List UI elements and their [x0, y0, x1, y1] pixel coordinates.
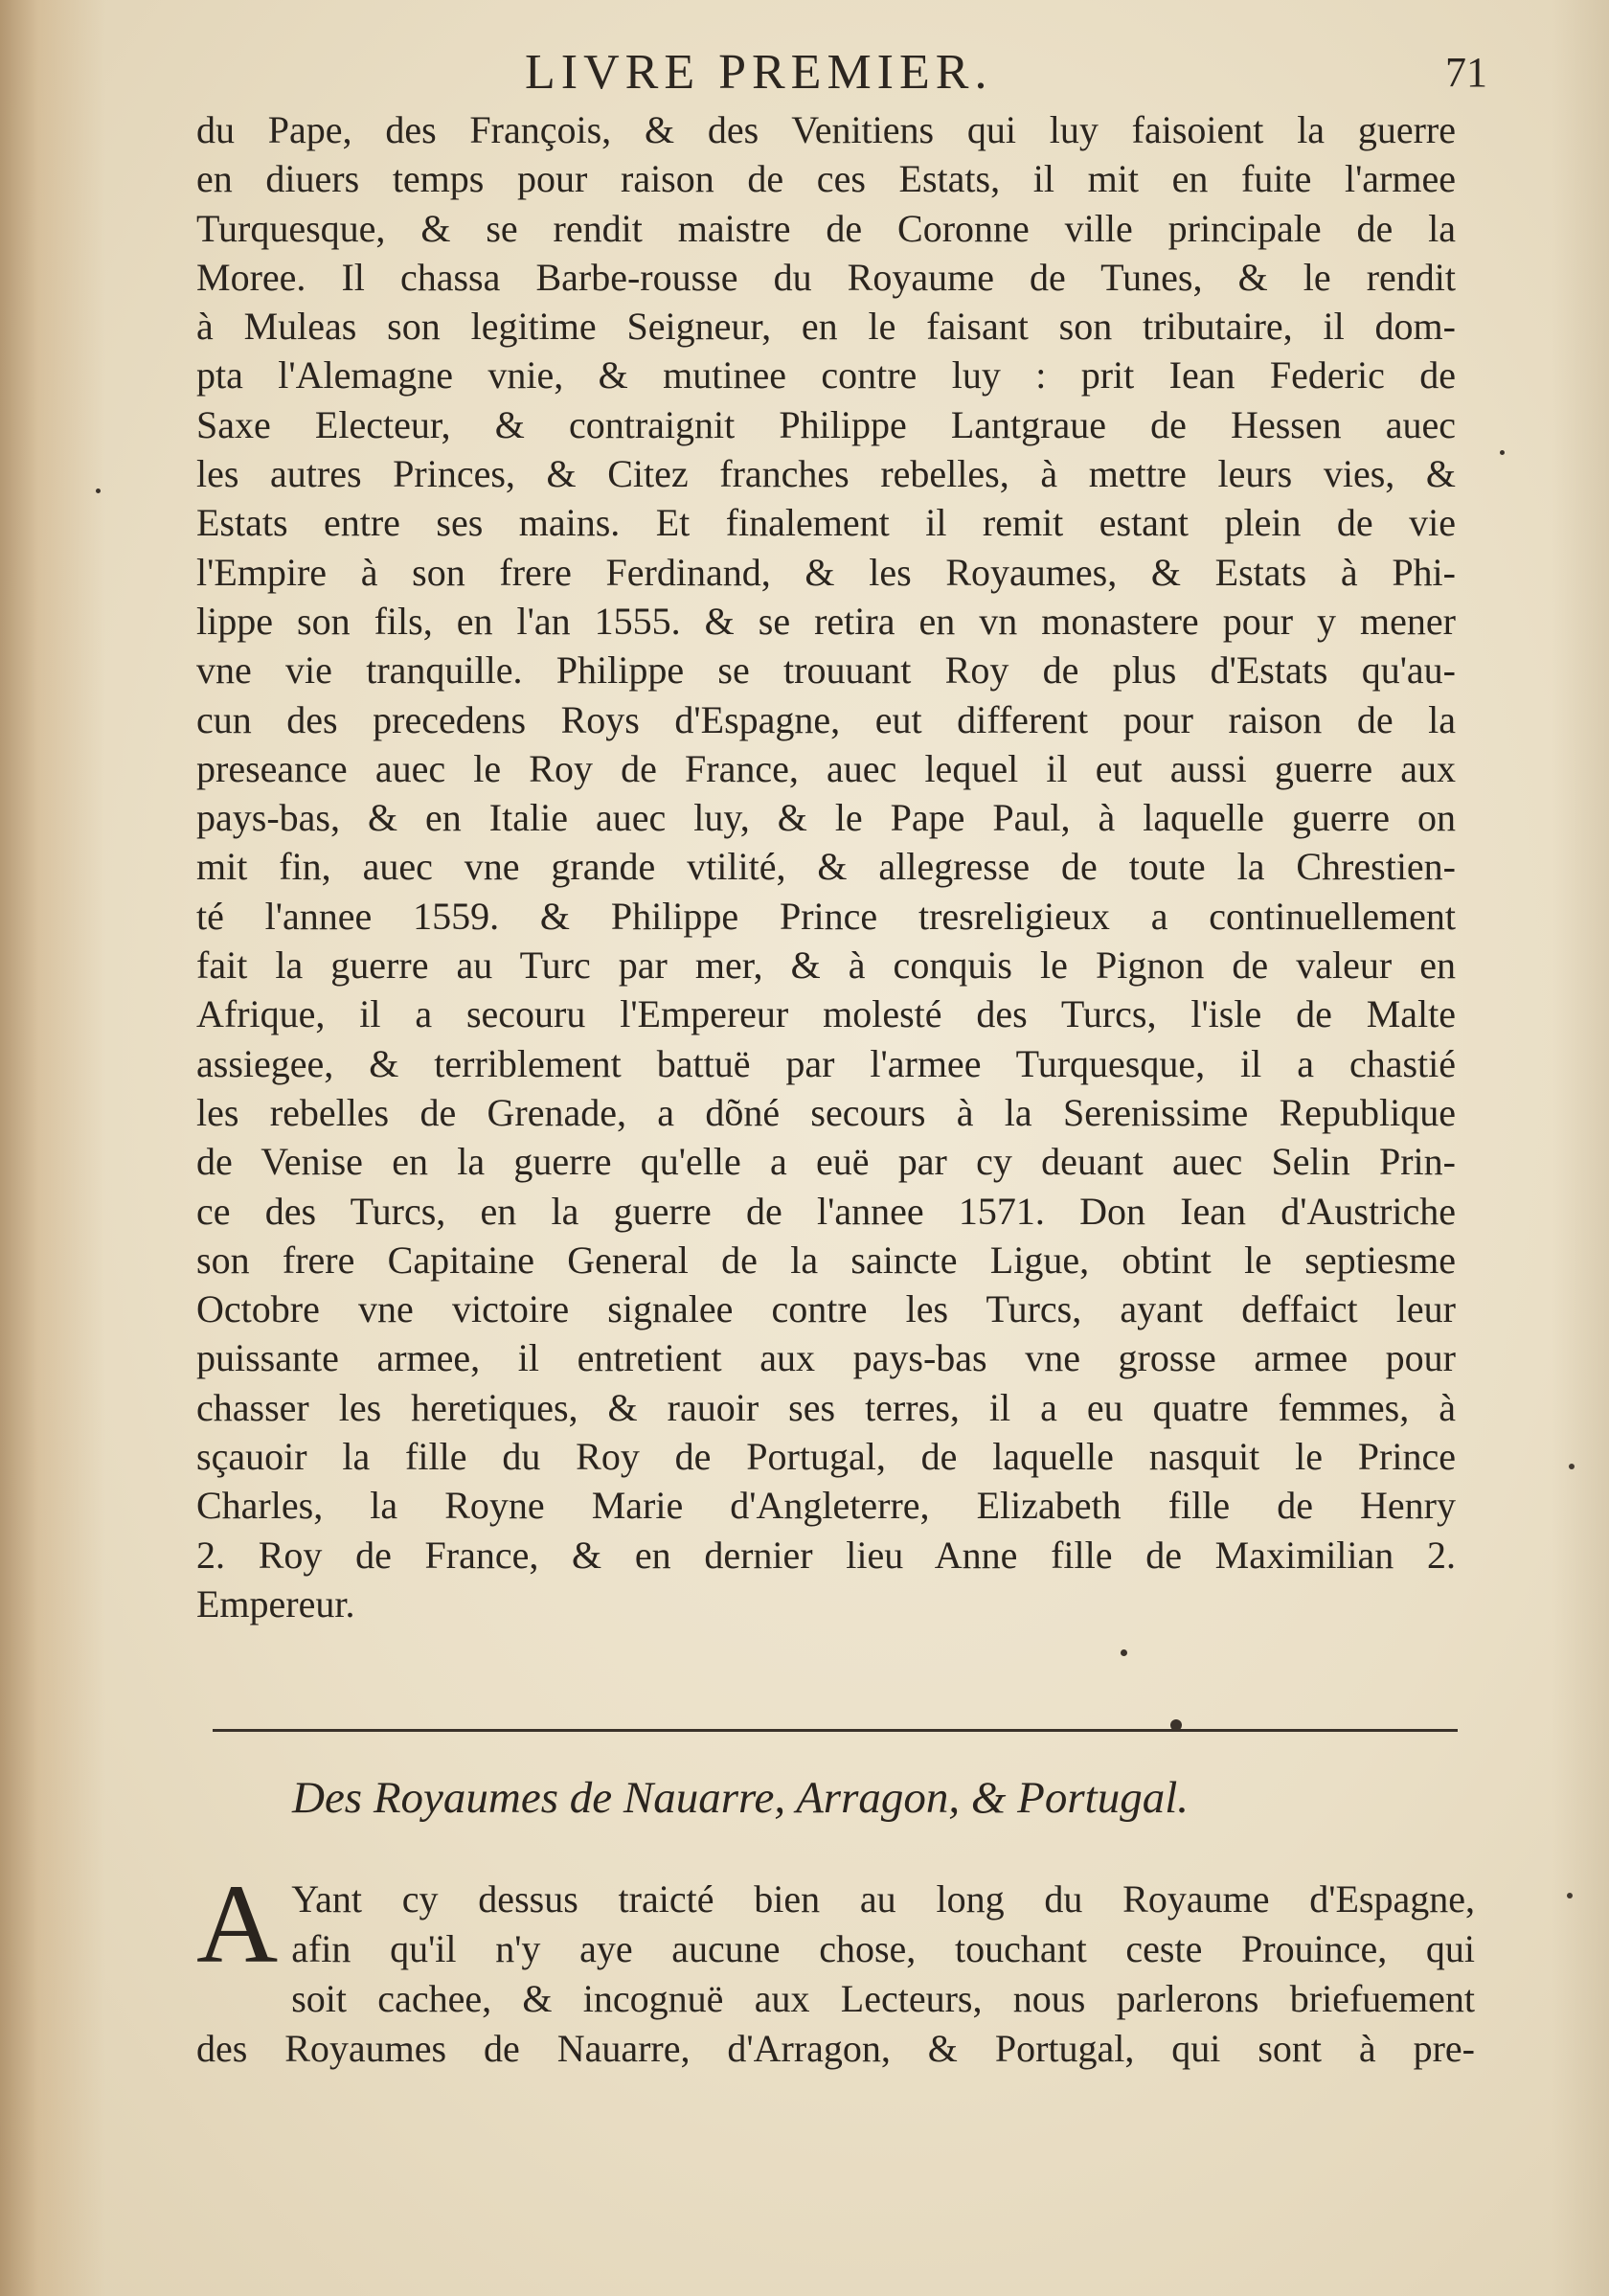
- text-line: Afrique, il a secouru l'Empereur molesté des Turcs, l'isle de Malte: [196, 992, 1456, 1036]
- text-line: Saxe Electeur, & contraignit Philippe Lantgraue de Hessen auec: [196, 402, 1456, 446]
- text-line: son frere Capitaine General de la saincte Ligue, obtint le septiesme: [196, 1238, 1456, 1282]
- text-line: puissante armee, il entretient aux pays-bas vne grosse armee pour: [196, 1336, 1456, 1380]
- text-line: 2. Roy de France, & en dernier lieu Anne fille de Maximilian 2.: [196, 1533, 1456, 1577]
- text-line: cun des precedens Roys d'Espagne, eut different pour raison de la: [196, 697, 1456, 741]
- running-title: LIVRE PREMIER.: [525, 45, 993, 100]
- section-text-line: Yant cy dessus traicté bien au long du Royaume d'Espagne,: [291, 1877, 1475, 1921]
- text-line: preseance auec le Roy de France, auec lequel il eut aussi guerre aux: [196, 746, 1456, 790]
- section-text-line: des Royaumes de Nauarre, d'Arragon, & Portugal, qui sont à pre-: [196, 2027, 1475, 2070]
- text-line: Charles, la Royne Marie d'Angleterre, Elizabeth fille de Henry: [196, 1484, 1456, 1528]
- section-lines: [196, 1861, 1475, 2074]
- section-divider: [213, 1729, 1458, 1732]
- section-text-block: [196, 1861, 1475, 2074]
- text-line: pta l'Alemagne vnie, & mutinee contre luy : prit Iean Federic de: [196, 353, 1456, 398]
- text-line: té l'annee 1559. & Philippe Prince tresreligieux a continuellement: [196, 894, 1456, 938]
- text-line: vne vie tranquille. Philippe se trouuant Roy de plus d'Estats qu'au-: [196, 648, 1456, 693]
- text-line: en diuers temps pour raison de ces Estats, il mit en fuite l'armee: [196, 157, 1456, 201]
- ink-speck: [1500, 450, 1505, 455]
- text-line: Moree. Il chassa Barbe-rousse du Royaume de Tunes, & le rendit: [196, 255, 1456, 299]
- text-line: mit fin, auec vne grande vtilité, & allegresse de toute la Chrestien-: [196, 845, 1456, 889]
- main-text-block: [196, 105, 1456, 1628]
- text-line: les rebelles de Grenade, a dõné secours à la Serenissime Republique: [196, 1090, 1456, 1134]
- section-text-line: afin qu'il n'y aye aucune chose, touchant ceste Prouince, qui: [291, 1927, 1475, 1970]
- text-line: assiegee, & terriblement battuë par l'armee Turquesque, il a chastié: [196, 1041, 1456, 1085]
- text-line: chasser les heretiques, & rauoir ses terres, il a eu quatre femmes, à: [196, 1385, 1456, 1429]
- ink-speck: [96, 489, 101, 493]
- page-header: [525, 36, 1487, 103]
- ink-speck: [1170, 1719, 1182, 1731]
- ink-speck: [1121, 1649, 1127, 1656]
- page-number: 71: [1445, 49, 1487, 96]
- text-line: fait la guerre au Turc par mer, & à conquis le Pignon de valeur en: [196, 943, 1456, 988]
- text-line: Estats entre ses mains. Et finalement il remit estant plein de vie: [196, 501, 1456, 545]
- text-line: de Venise en la guerre qu'elle a euë par cy deuant auec Selin Prin-: [196, 1140, 1456, 1184]
- text-line: sçauoir la fille du Roy de Portugal, de laquelle nasquit le Prince: [196, 1435, 1456, 1479]
- text-line: ce des Turcs, en la guerre de l'annee 1571. Don Iean d'Austriche: [196, 1189, 1456, 1233]
- ink-speck: [1569, 1464, 1575, 1469]
- text-line: Octobre vne victoire signalee contre les Turcs, ayant deffaict leur: [196, 1287, 1456, 1331]
- text-line: Turquesque, & se rendit maistre de Coronne ville principale de la: [196, 206, 1456, 250]
- section-text-line: soit cachee, & incognuë aux Lecteurs, nous parlerons briefuement: [291, 1977, 1475, 2020]
- text-line: pays-bas, & en Italie auec luy, & le Pape Paul, à laquelle guerre on: [196, 796, 1456, 840]
- text-line: lippe son fils, en l'an 1555. & se retira en vn monastere pour y mener: [196, 599, 1456, 643]
- text-line: l'Empire à son frere Ferdinand, & les Royaumes, & Estats à Phi-: [196, 550, 1456, 594]
- section-heading: Des Royaumes de Nauarre, Arragon, & Portugal.: [292, 1773, 1190, 1823]
- text-line: à Muleas son legitime Seigneur, en le faisant son tributaire, il dom-: [196, 305, 1456, 349]
- ink-speck: [1567, 1893, 1573, 1898]
- text-line: les autres Princes, & Citez franches rebelles, à mettre leurs vies, &: [196, 452, 1456, 496]
- drop-cap: A: [196, 1861, 279, 1987]
- text-line: du Pape, des François, & des Venitiens qui luy faisoient la guerre: [196, 108, 1456, 151]
- text-line: Empereur.: [196, 1581, 355, 1625]
